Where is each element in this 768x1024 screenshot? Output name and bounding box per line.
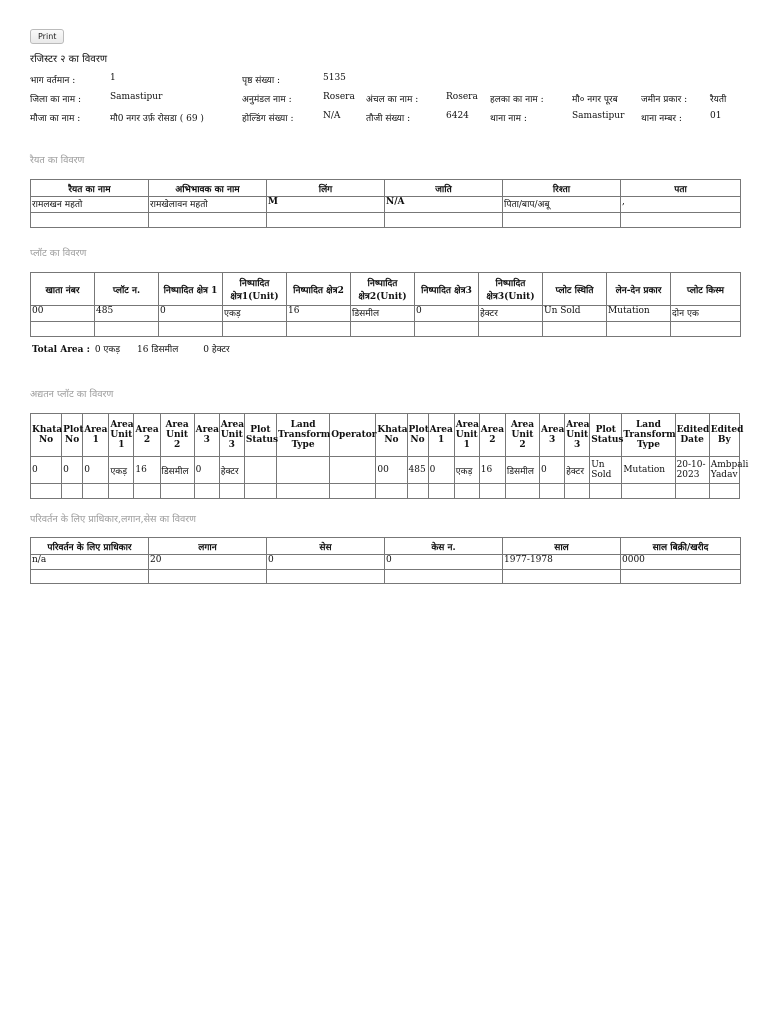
thana-value: Samastipur [572, 111, 625, 121]
upd-col-area2: Area 2 [134, 414, 160, 457]
table-cell: 16 [287, 306, 351, 322]
table-cell: 0 [428, 457, 454, 484]
raiyat-col-name: रैयत का नाम [31, 180, 149, 197]
table-cell [540, 484, 565, 499]
authority-header-row [31, 538, 741, 555]
table-cell [415, 322, 479, 337]
upd-col-new-area-unit1: Area Unit 1 [454, 414, 479, 457]
table-cell: 0 [540, 457, 565, 484]
table-cell [244, 484, 276, 499]
upd-col-new-land-transform: Land Transform Type [622, 414, 675, 457]
plot-col-area1: निष्पादित क्षेत्र 1 [159, 273, 223, 306]
total-hectare: 0 हेक्टर [203, 345, 230, 355]
holding-label: होल्डिंग संख्या : [242, 114, 294, 124]
table-cell [134, 484, 160, 499]
table-cell [503, 213, 621, 228]
table-row [31, 484, 740, 499]
jila-label: जिला का नाम : [30, 95, 82, 105]
table-cell: 485 [95, 306, 159, 322]
upd-col-edited-by: Edited By [709, 414, 739, 457]
table-cell [671, 322, 741, 337]
upd-col-area-unit3: Area Unit 3 [219, 414, 244, 457]
plot-col-khata: खाता नंबर [31, 273, 95, 306]
table-cell: 0 [267, 555, 385, 570]
plot-col-plot-no: प्लॉट न. [95, 273, 159, 306]
tauji-label: तौजी संख्या : [366, 114, 411, 124]
table-cell [505, 484, 539, 499]
authority-table [30, 537, 741, 584]
upd-col-area3: Area 3 [194, 414, 219, 457]
upd-col-khata-no: Khata No [31, 414, 62, 457]
raiyat-header-row [31, 180, 741, 197]
upd-col-new-area-unit2: Area Unit 2 [505, 414, 539, 457]
table-cell [276, 457, 329, 484]
raiyat-col-relation: रिश्ता [503, 180, 621, 197]
raiyat-table [30, 179, 741, 228]
table-cell [622, 484, 675, 499]
table-cell: 00 [376, 457, 407, 484]
upd-col-new-khata-no: Khata No [376, 414, 407, 457]
info-row-3 [30, 108, 740, 127]
table-cell [149, 213, 267, 228]
table-cell: 20 [149, 555, 267, 570]
jamin-label: जमीन प्रकार : [641, 95, 688, 105]
table-row [31, 457, 740, 484]
table-cell [219, 484, 244, 499]
table-cell [31, 322, 95, 337]
total-decimal: 16 डिसमील [137, 345, 179, 355]
table-cell [109, 484, 134, 499]
table-cell: 485 [407, 457, 428, 484]
plot-col-area1-unit: निष्पादित क्षेत्र1(Unit) [223, 273, 287, 306]
plot-col-area3: निष्पादित क्षेत्र3 [415, 273, 479, 306]
updated-header-row [31, 414, 740, 457]
tauji-value: 6424 [446, 111, 469, 121]
authority-section-title: परिवर्तन के लिए प्राधिकार,लगान,सेस का विवरण [30, 514, 197, 525]
table-cell [479, 484, 505, 499]
table-cell: हेक्टर [479, 306, 543, 322]
anchal-label: अंचल का नाम : [366, 95, 419, 105]
plot-col-transaction: लेन-देन प्रकार [607, 273, 671, 306]
table-cell [428, 484, 454, 499]
upd-col-new-area2: Area 2 [479, 414, 505, 457]
auth-col-authority: परिवर्तन के लिए प्राधिकार [31, 538, 149, 555]
table-cell: Ambpali Yadav [709, 457, 739, 484]
plot-table [30, 272, 741, 337]
table-cell [95, 322, 159, 337]
bhag-value: 1 [110, 73, 116, 83]
plot-col-area2: निष्पादित क्षेत्र2 [287, 273, 351, 306]
plot-section-title: प्लॉट का विवरण [30, 248, 87, 259]
table-cell: डिसमील [505, 457, 539, 484]
table-cell [565, 484, 590, 499]
mauja-label: मौजा का नाम : [30, 114, 81, 124]
table-cell: पिता/बाप/अबू [503, 197, 621, 213]
table-cell [621, 213, 741, 228]
halka-value: मौ० नगर पूरब [572, 95, 618, 105]
upd-col-plot-no: Plot No [62, 414, 83, 457]
halka-label: हलका का नाम : [490, 95, 544, 105]
anumandal-value: Rosera [323, 92, 355, 102]
table-cell [479, 322, 543, 337]
table-cell: एकड़ [223, 306, 287, 322]
auth-col-lagan: लगान [149, 538, 267, 555]
anchal-value: Rosera [446, 92, 478, 102]
upd-col-area1: Area 1 [83, 414, 109, 457]
table-row [31, 570, 741, 584]
plot-header-row [31, 273, 741, 306]
auth-col-cess: सेस [267, 538, 385, 555]
table-cell [159, 322, 223, 337]
prishth-label: पृष्ठ संख्या : [242, 76, 281, 86]
table-cell [503, 570, 621, 584]
table-row [31, 306, 741, 322]
table-cell [709, 484, 739, 499]
table-cell: 0 [385, 555, 503, 570]
table-cell [351, 322, 415, 337]
table-cell [590, 484, 622, 499]
table-cell [267, 213, 385, 228]
jila-value: Samastipur [110, 92, 163, 102]
table-cell [276, 484, 329, 499]
prishth-value: 5135 [323, 73, 346, 83]
table-cell: Un Sold [590, 457, 622, 484]
raiyat-col-caste: जाति [385, 180, 503, 197]
table-cell: M [267, 197, 385, 213]
jamin-value: रैयती [710, 95, 727, 105]
table-cell [330, 457, 376, 484]
table-cell [223, 322, 287, 337]
table-cell: Mutation [607, 306, 671, 322]
total-area [32, 342, 230, 355]
upd-col-new-plot-no: Plot No [407, 414, 428, 457]
auth-col-year: साल [503, 538, 621, 555]
table-cell [376, 484, 407, 499]
register-page [30, 29, 749, 565]
total-acre: 0 एकड़ [94, 345, 121, 355]
table-cell: Mutation [622, 457, 675, 484]
table-cell: N/A [385, 197, 503, 213]
table-cell: 1977-1978 [503, 555, 621, 570]
updated-section-title: अद्यतन प्लॉट का विवरण [30, 389, 114, 400]
table-cell: 20-10-2023 [675, 457, 709, 484]
plot-col-area2-unit: निष्पादित क्षेत्र2(Unit) [351, 273, 415, 306]
auth-col-sale-year: साल बिक्री/खरीद [621, 538, 741, 555]
upd-col-area-unit2: Area Unit 2 [160, 414, 194, 457]
upd-col-new-area1: Area 1 [428, 414, 454, 457]
table-cell [267, 570, 385, 584]
table-cell: n/a [31, 555, 149, 570]
table-cell: 16 [134, 457, 160, 484]
table-cell: 0 [159, 306, 223, 322]
table-row [31, 555, 741, 570]
total-area-label: Total Area : [32, 345, 90, 355]
bhag-label: भाग वर्तमान : [30, 76, 76, 86]
table-cell [31, 484, 62, 499]
auth-col-case-no: केस न. [385, 538, 503, 555]
table-cell: एकड़ [109, 457, 134, 484]
raiyat-col-guardian: अभिभावक का नाम [149, 180, 267, 197]
table-cell [244, 457, 276, 484]
table-cell [330, 484, 376, 499]
table-cell [62, 484, 83, 499]
upd-col-new-plot-status: Plot Status [590, 414, 622, 457]
upd-col-area-unit1: Area Unit 1 [109, 414, 134, 457]
table-cell [407, 484, 428, 499]
upd-col-new-area3: Area 3 [540, 414, 565, 457]
table-cell: 0 [415, 306, 479, 322]
table-cell: हेक्टर [219, 457, 244, 484]
table-row [31, 197, 741, 213]
info-row-1 [30, 70, 740, 89]
register-info [30, 70, 740, 127]
upd-col-land-transform: Land Transform Type [276, 414, 329, 457]
table-cell [607, 322, 671, 337]
table-cell: 00 [31, 306, 95, 322]
table-cell: डिसमील [351, 306, 415, 322]
thana-number-value: 01 [710, 111, 722, 121]
table-cell: डिसमील [160, 457, 194, 484]
print-button[interactable]: Print [30, 29, 64, 44]
table-cell: 0 [31, 457, 62, 484]
table-cell: दोन एक [671, 306, 741, 322]
table-cell: Un Sold [543, 306, 607, 322]
table-cell: , [621, 197, 741, 213]
updated-plot-table [30, 413, 749, 499]
thana-label: थाना नाम : [490, 114, 527, 124]
table-cell [675, 484, 709, 499]
table-cell [149, 570, 267, 584]
thana-number-label: थाना नम्बर : [641, 114, 682, 124]
raiyat-section-title: रैयत का विवरण [30, 155, 85, 166]
upd-col-plot-status: Plot Status [244, 414, 276, 457]
mauja-value: मौ0 नगर उर्फ़ रोसडा ( 69 ) [110, 114, 204, 124]
raiyat-col-gender: लिंग [267, 180, 385, 197]
table-cell [194, 484, 219, 499]
plot-col-area3-unit: निष्पादित क्षेत्र3(Unit) [479, 273, 543, 306]
table-cell: हेक्टर [565, 457, 590, 484]
plot-col-status: प्लोट स्थिति [543, 273, 607, 306]
table-cell: 0 [83, 457, 109, 484]
table-cell [31, 570, 149, 584]
table-cell [31, 213, 149, 228]
upd-col-operator: Operator [330, 414, 376, 457]
upd-col-edited-date: Edited Date [675, 414, 709, 457]
table-cell: एकड़ [454, 457, 479, 484]
table-cell: रामखेलावन महतो [149, 197, 267, 213]
table-row [31, 213, 741, 228]
table-cell [160, 484, 194, 499]
anumandal-label: अनुमंडल नाम : [242, 95, 292, 105]
plot-col-kind: प्लोट किस्म [671, 273, 741, 306]
table-cell [385, 213, 503, 228]
table-cell: 16 [479, 457, 505, 484]
table-row [31, 322, 741, 337]
info-row-2 [30, 89, 740, 108]
register-title: रजिस्टर २ का विवरण [30, 54, 108, 65]
table-cell [385, 570, 503, 584]
table-cell: 0 [62, 457, 83, 484]
table-cell [287, 322, 351, 337]
table-cell: 0000 [621, 555, 741, 570]
table-cell [83, 484, 109, 499]
table-cell [454, 484, 479, 499]
table-cell [621, 570, 741, 584]
table-cell: 0 [194, 457, 219, 484]
raiyat-col-address: पता [621, 180, 741, 197]
holding-value: N/A [323, 111, 341, 121]
table-cell [543, 322, 607, 337]
upd-col-new-area-unit3: Area Unit 3 [565, 414, 590, 457]
table-cell: रामलखन महतो [31, 197, 149, 213]
